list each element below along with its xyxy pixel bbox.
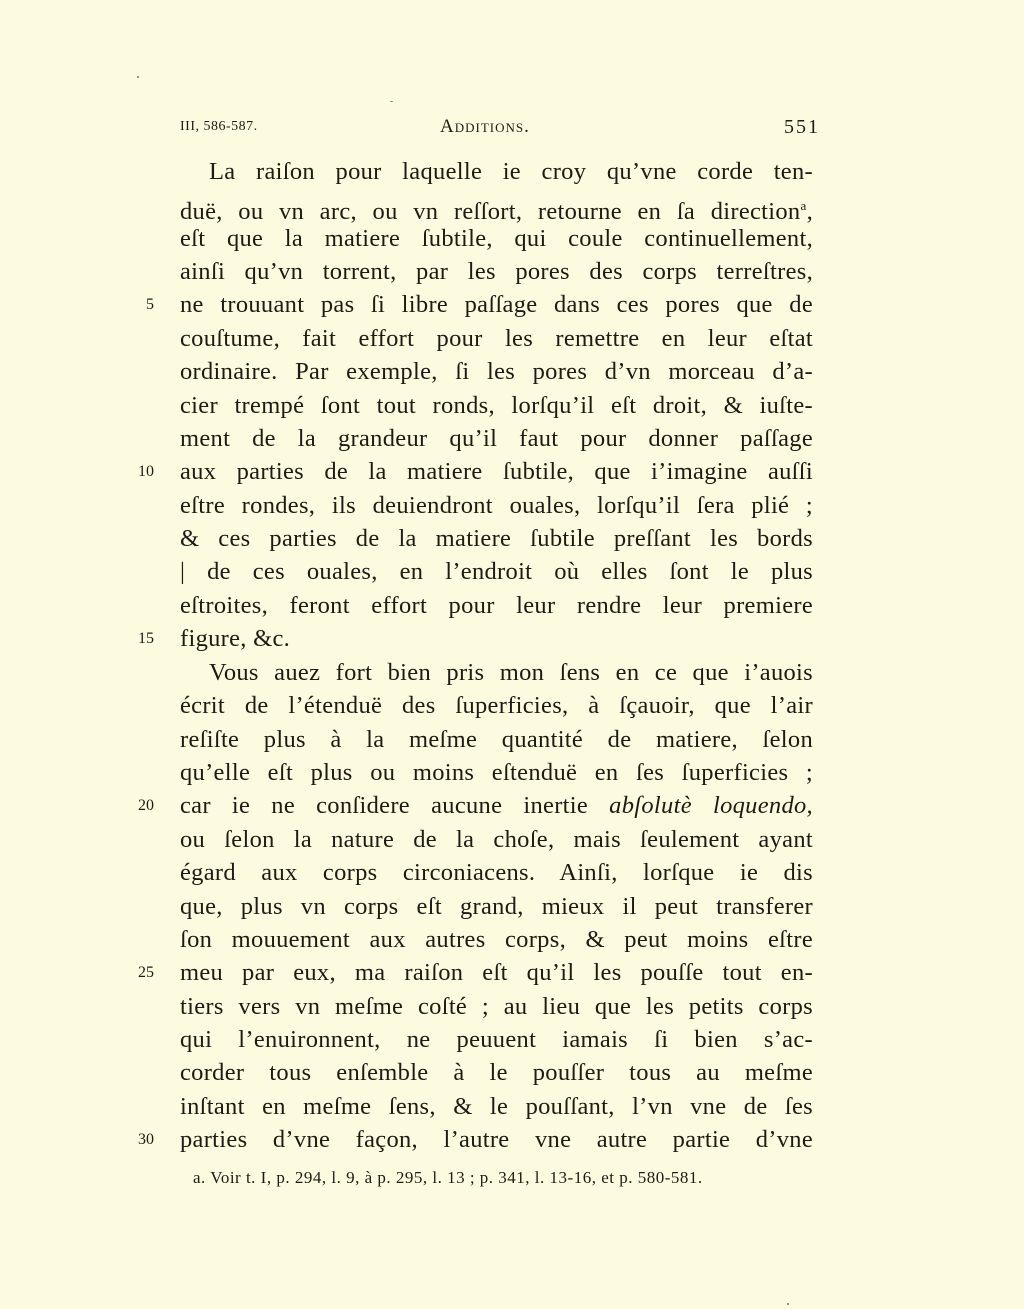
line-number: 30 xyxy=(138,1131,154,1148)
running-head xyxy=(180,116,820,140)
text-line xyxy=(180,191,813,226)
paper-speck xyxy=(390,101,393,102)
text-line: eſt que la matiere ſubtile, qui coule continuellement, xyxy=(180,225,813,252)
text-line: aux parties de la matiere ſubtile, que i’imagine auſſi xyxy=(180,458,813,485)
text-line: corder tous enſemble à le pouſſer tous au meſme xyxy=(180,1059,813,1086)
text-line: reſiſte plus à la meſme quantité de matiere, ſelon xyxy=(180,726,813,753)
line-number: 20 xyxy=(138,797,154,814)
text-line-content: duë, ou vn arc, ou vn reſſort, retourne en ſa direction xyxy=(180,198,801,226)
line-number: 5 xyxy=(146,296,154,313)
line-number: 10 xyxy=(138,463,154,480)
text-line: qui l’enuironnent, ne peuuent iamais ſi bien s’ac- xyxy=(180,1026,813,1053)
text-line: ordinaire. Par exemple, ſi les pores d’vn morceau d’a- xyxy=(180,358,813,385)
text-line: eſtre rondes, ils deuiendront ouales, lorſqu’il ſera plié ; xyxy=(180,492,813,519)
text-line: figure, &c. xyxy=(180,625,291,652)
text-line: ainſi qu’vn torrent, par les pores des corps terreſtres, xyxy=(180,258,813,285)
text-line: meu par eux, ma raiſon eſt qu’il les pouſſe tout en- xyxy=(180,959,813,986)
line-number: 25 xyxy=(138,964,154,981)
text-line: ſon mouuement aux autres corps, & peut moins eſtre xyxy=(180,926,813,953)
paper-speck xyxy=(787,1303,789,1305)
page-number: 551 xyxy=(784,116,820,138)
text-line-content: car ie ne conſidere aucune inertie xyxy=(180,792,589,819)
latin-phrase: abſolutè loquendo, xyxy=(609,792,813,819)
text-line: cier trempé ſont tout ronds, lorſqu’il eſt droit, & iuſte- xyxy=(180,392,813,419)
text-line-tail: , xyxy=(806,198,813,226)
line-number: 15 xyxy=(138,630,154,647)
paper-speck xyxy=(137,76,139,78)
text-line xyxy=(180,791,813,821)
text-line: | de ces ouales, en l’endroit où elles ſont le plus xyxy=(180,558,813,585)
text-line: couſtume, fait effort pour les remettre en leur eſtat xyxy=(180,325,813,352)
footnote: a. Voir t. I, p. 294, l. 9, à p. 295, l. 13 ; p. 341, l. 13-16, et p. 580-581. xyxy=(193,1168,703,1187)
text-line: tiers vers vn meſme coſté ; au lieu que les petits corps xyxy=(180,993,813,1020)
text-line: eſtroites, feront effort pour leur rendre leur premiere xyxy=(180,592,813,619)
running-head-reference: III, 586-587. xyxy=(180,119,258,134)
text-line: écrit de l’étenduë des ſuperficies, à ſçauoir, que l’air xyxy=(180,692,813,719)
text-line: qu’elle eſt plus ou moins eſtenduë en ſes ſuperficies ; xyxy=(180,759,813,786)
text-line: La raiſon pour laquelle ie croy qu’vne corde ten- xyxy=(209,158,813,185)
text-line: égard aux corps circoniacens. Ainſi, lorſque ie dis xyxy=(180,859,813,886)
text-line: ment de la grandeur qu’il faut pour donner paſſage xyxy=(180,425,813,452)
text-line: Vous auez fort bien pris mon ſens en ce que i’auois xyxy=(209,659,813,686)
running-head-title: Additions. xyxy=(440,116,530,137)
text-line: ne trouuant pas ſi libre paſſage dans ces pores que de xyxy=(180,291,813,318)
text-line: inſtant en meſme ſens, & le pouſſant, l’vn vne de ſes xyxy=(180,1093,813,1120)
text-line: que, plus vn corps eſt grand, mieux il peut transferer xyxy=(180,893,813,920)
text-line: & ces parties de la matiere ſubtile preſſant les bords xyxy=(180,525,813,552)
text-line: ou ſelon la nature de la choſe, mais ſeulement ayant xyxy=(180,826,813,853)
text-line: parties d’vne façon, l’autre vne autre partie d’vne xyxy=(180,1126,813,1153)
footnote-marker: a xyxy=(800,198,807,213)
